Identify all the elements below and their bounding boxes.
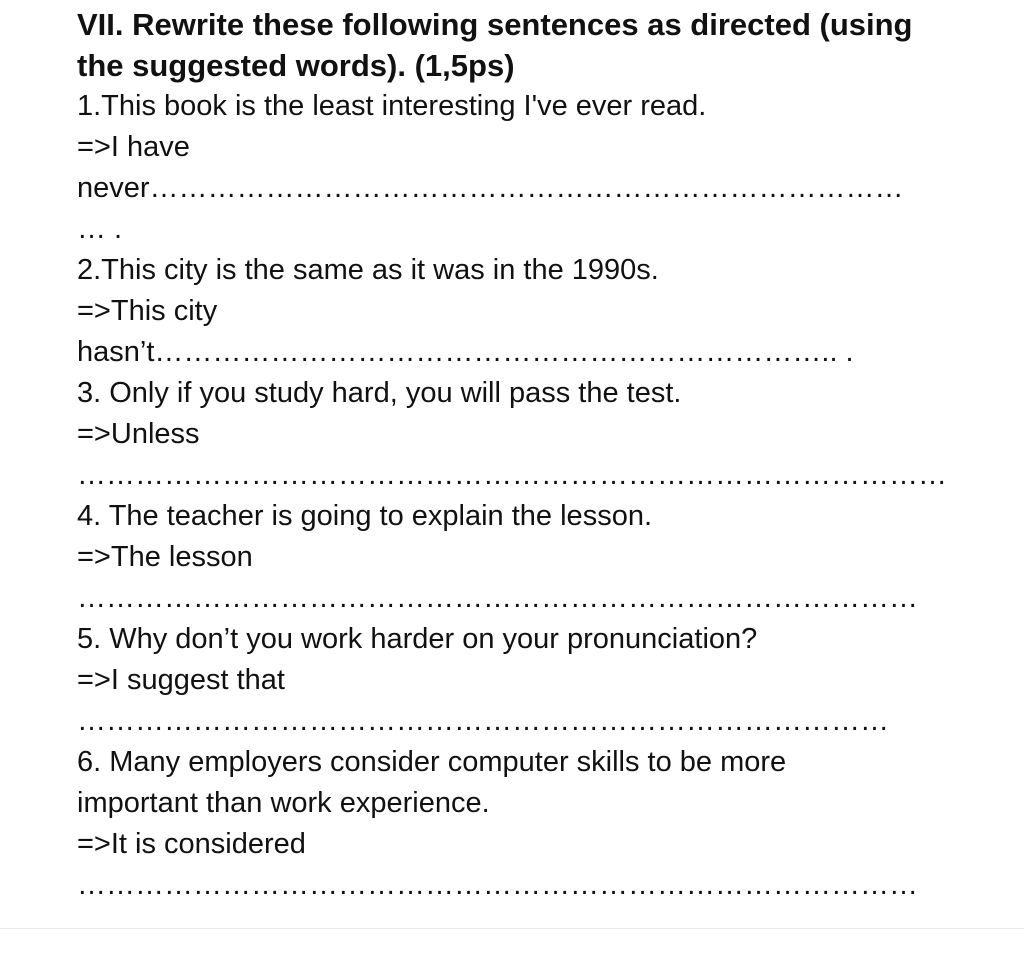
question-1-prompt: 1.This book is the least interesting I've ever read. [77,90,707,122]
worksheet [77,4,977,906]
question-1-cue: =>I have [77,131,190,163]
question-6-prompt-continued: important than work experience. [77,787,490,819]
question-4 [77,496,977,619]
question-6-cue: =>It is considered [77,828,306,860]
question-1 [77,86,977,250]
question-3 [77,373,977,496]
question-5-cue: =>I suggest that [77,664,285,696]
question-2-prompt: 2.This city is the same as it was in the 1990s. [77,254,659,286]
page-bottom-divider [0,928,1024,929]
question-4-prompt: 4. The teacher is going to explain the lesson. [77,500,653,532]
question-5 [77,619,977,742]
question-3-cue: =>Unless [77,418,200,450]
section-title-line-2: the suggested words). (1,5ps) [77,48,515,83]
question-5-prompt: 5. Why don’t you work harder on your pronunciation? [77,623,758,655]
question-3-answer-line: ……………………………………………………………………………… [77,459,947,491]
question-6-answer-line: …………………………………………………………………………… [77,869,918,901]
question-4-answer-line: …………………………………………………………………………… [77,582,918,614]
question-3-prompt: 3. Only if you study hard, you will pass the test. [77,377,682,409]
question-4-cue: =>The lesson [77,541,253,573]
question-6-prompt: 6. Many employers consider computer skills to be more [77,746,787,778]
question-2-answer-line: hasn’t…………………………………………………………….. . [77,336,854,368]
question-6 [77,742,977,906]
question-5-answer-line: ………………………………………………………………………… [77,705,889,737]
question-2-cue: =>This city [77,295,218,327]
question-2 [77,250,977,373]
question-1-answer-line: never…………………………………………………………………… [77,172,904,204]
question-1-answer-line-continued: … . [77,213,123,245]
section-title-line-1: VII. Rewrite these following sentences as directed (using [77,7,913,42]
